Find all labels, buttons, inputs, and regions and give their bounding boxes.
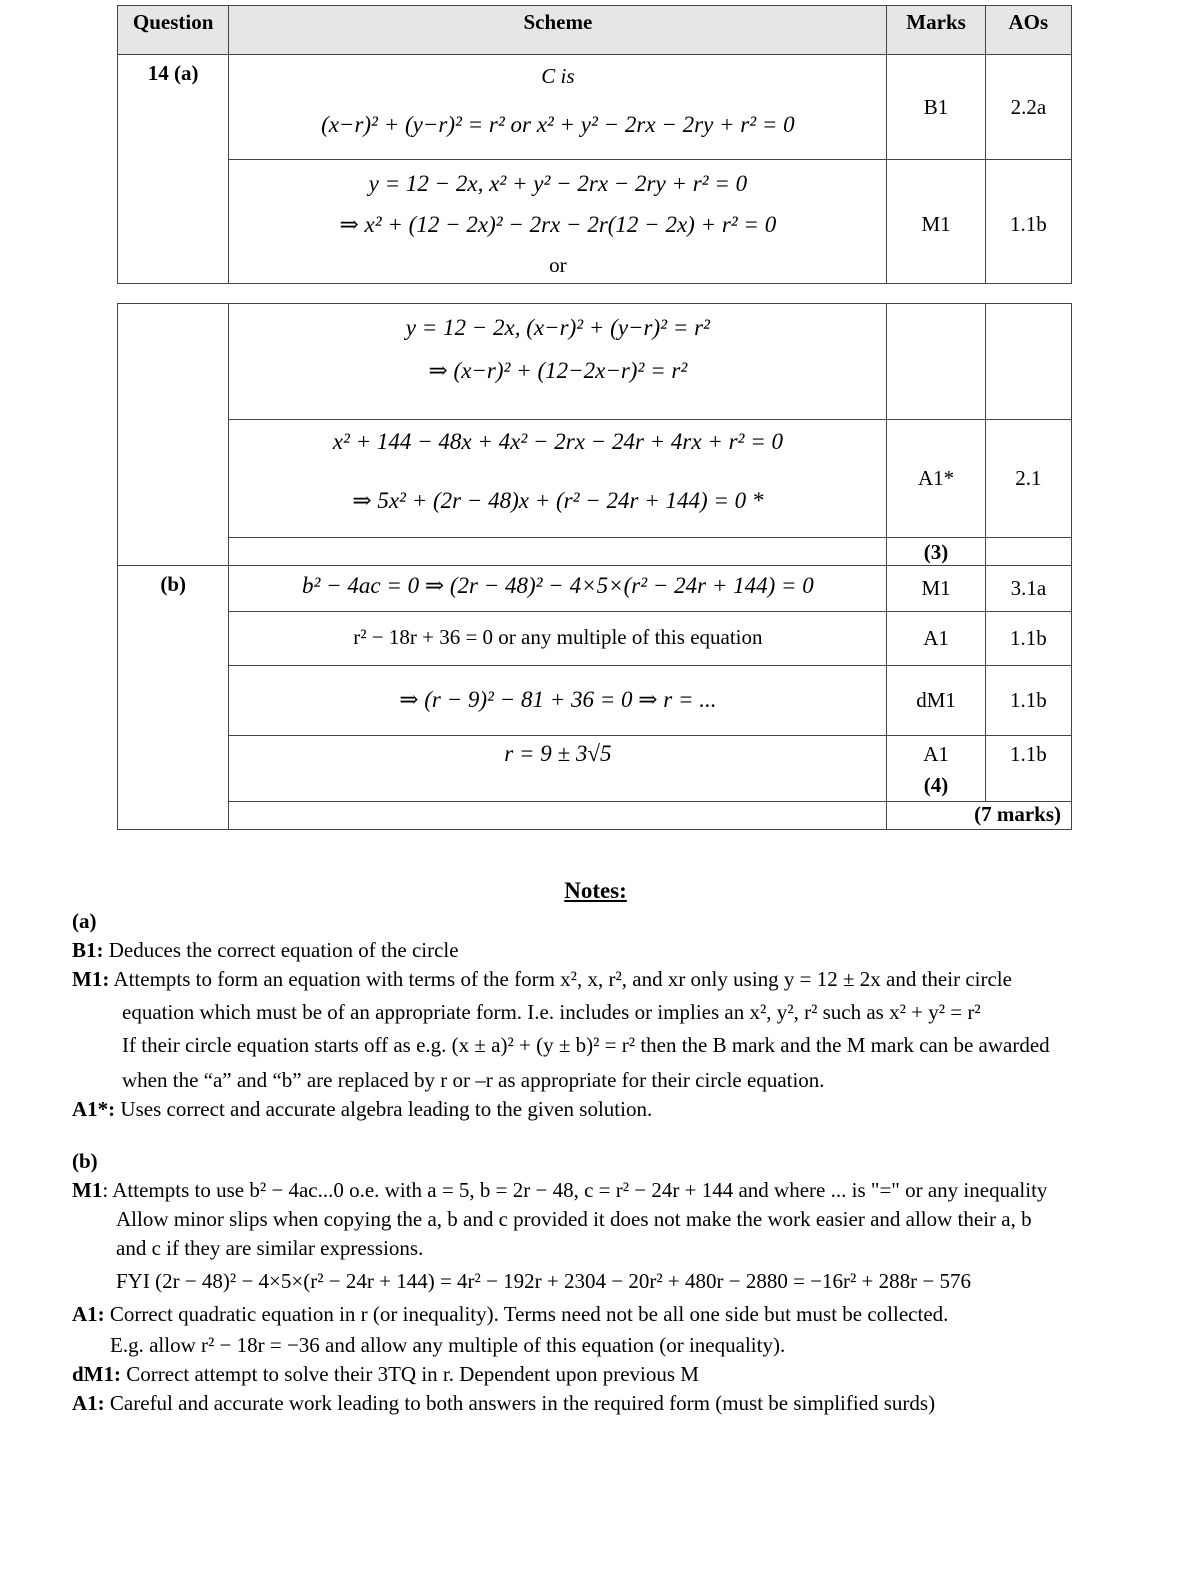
notes-part-a bbox=[72, 907, 1132, 1124]
question-label-b: (b) bbox=[118, 566, 229, 830]
note-b-line-1: Allow minor slips when copying the a, b and c provided it does not make the work easier and allow their a, b bbox=[116, 1207, 1032, 1231]
question-label-a: 14 (a) bbox=[118, 55, 229, 284]
scheme-a-2-line2: ⇒ x² + (12 − 2x)² − 2rx − 2r(12 − 2x) + r² = 0 bbox=[339, 211, 777, 237]
total-b: (4) bbox=[923, 773, 949, 797]
note-b-line-6: dM1: Correct attempt to solve their 3TQ in r. Dependent upon previous M bbox=[72, 1362, 699, 1386]
note-a-line-0: B1: Deduces the correct equation of the circle bbox=[72, 938, 459, 962]
ao-cont-2: 2.1 bbox=[985, 420, 1071, 538]
scheme-a-1-line2: (x−r)² + (y−r)² = r² or x² + y² − 2rx − 2ry + r² = 0 bbox=[321, 112, 795, 138]
notes-title: Notes: bbox=[564, 878, 627, 903]
scheme-cont-1-line2: ⇒ (x−r)² + (12−2x−r)² = r² bbox=[428, 357, 688, 383]
scheme-b-2: r² − 18r + 36 = 0 or any multiple of this equation bbox=[353, 625, 763, 649]
mark-scheme-table-2 bbox=[117, 303, 1072, 830]
note-b-line-4: A1: Correct quadratic equation in r (or inequality). Terms need not be all one side but must be collected. bbox=[72, 1302, 949, 1326]
scheme-b-3: ⇒ (r − 9)² − 81 + 36 = 0 ⇒ r = ... bbox=[399, 687, 717, 712]
ao-b-3: 1.1b bbox=[985, 666, 1071, 736]
header-scheme: Scheme bbox=[229, 6, 887, 55]
total-a: (3) bbox=[887, 538, 985, 566]
notes-a-head: (a) bbox=[72, 909, 97, 933]
scheme-cont-2-line1: x² + 144 − 48x + 4x² − 2rx − 24r + 4rx + r² = 0 bbox=[332, 429, 783, 454]
notes-part-b bbox=[72, 1147, 1132, 1418]
scheme-a-2-line1: y = 12 − 2x, x² + y² − 2rx − 2ry + r² = 0 bbox=[368, 171, 748, 196]
mark-b-3: dM1 bbox=[887, 666, 985, 736]
ao-a-1: 2.2a bbox=[985, 55, 1071, 160]
note-b-line-7: A1: Careful and accurate work leading to both answers in the required form (must be simplified surds) bbox=[72, 1391, 936, 1415]
scheme-a-1-line1: C is bbox=[541, 64, 575, 88]
mark-b-4: A1 bbox=[923, 742, 949, 766]
scheme-cont-1-line1: y = 12 − 2x, (x−r)² + (y−r)² = r² bbox=[405, 315, 710, 340]
header-aos: AOs bbox=[985, 6, 1071, 55]
note-b-line-2: and c if they are similar expressions. bbox=[116, 1236, 424, 1260]
mark-a-2: M1 bbox=[887, 160, 985, 284]
note-a-line-4: when the “a” and “b” are replaced by r or –r as appropriate for their circle equation. bbox=[122, 1068, 825, 1092]
note-b-line-5: E.g. allow r² − 18r = −36 and allow any multiple of this equation (or inequality). bbox=[110, 1333, 786, 1357]
scheme-cont-2-line2: ⇒ 5x² + (2r − 48)x + (r² − 24r + 144) = 0 * bbox=[352, 487, 764, 513]
note-b-line-3: FYI (2r − 48)² − 4×5×(r² − 24r + 144) = 4r² − 192r + 2304 − 20r² + 480r − 2880 = −16r² + 288r − 576 bbox=[116, 1269, 971, 1293]
mark-scheme-table-1 bbox=[117, 5, 1072, 284]
ao-b-1: 3.1a bbox=[985, 566, 1071, 612]
note-a-line-2: equation which must be of an appropriate form. I.e. includes or implies an x², y², r² such as x² + y² = r² bbox=[122, 1000, 981, 1024]
mark-cont-2: A1* bbox=[887, 420, 985, 538]
ao-b-2: 1.1b bbox=[985, 612, 1071, 666]
ao-a-2: 1.1b bbox=[985, 160, 1071, 284]
mark-b-2: A1 bbox=[887, 612, 985, 666]
header-question: Question bbox=[118, 6, 229, 55]
note-b-line-0: M1: Attempts to use b² − 4ac...0 o.e. with a = 5, b = 2r − 48, c = r² − 24r + 144 and where ... is "=" or any inequality bbox=[72, 1178, 1048, 1202]
scheme-a-2-line3: or bbox=[549, 252, 567, 277]
scheme-b-4: r = 9 ± 3√5 bbox=[504, 741, 612, 766]
scheme-b-1: b² − 4ac = 0 ⇒ (2r − 48)² − 4×5×(r² − 24r + 144) = 0 bbox=[301, 573, 814, 598]
mark-b-1: M1 bbox=[887, 566, 985, 612]
header-marks: Marks bbox=[887, 6, 985, 55]
ao-b-4: 1.1b bbox=[985, 736, 1071, 802]
total-marks: (7 marks) bbox=[887, 802, 1072, 830]
notes-b-head: (b) bbox=[72, 1149, 98, 1173]
note-a-line-3: If their circle equation starts off as e.g. (x ± a)² + (y ± b)² = r² then the B mark and the M mark can be awarded bbox=[122, 1033, 1050, 1057]
question-cell-a-cont bbox=[118, 304, 229, 566]
mark-a-1: B1 bbox=[887, 55, 985, 160]
note-a-line-5: A1*: Uses correct and accurate algebra leading to the given solution. bbox=[72, 1097, 653, 1121]
note-a-line-1: M1: Attempts to form an equation with terms of the form x², x, r², and xr only using y = 12 ± 2x and their circle bbox=[72, 967, 1012, 991]
